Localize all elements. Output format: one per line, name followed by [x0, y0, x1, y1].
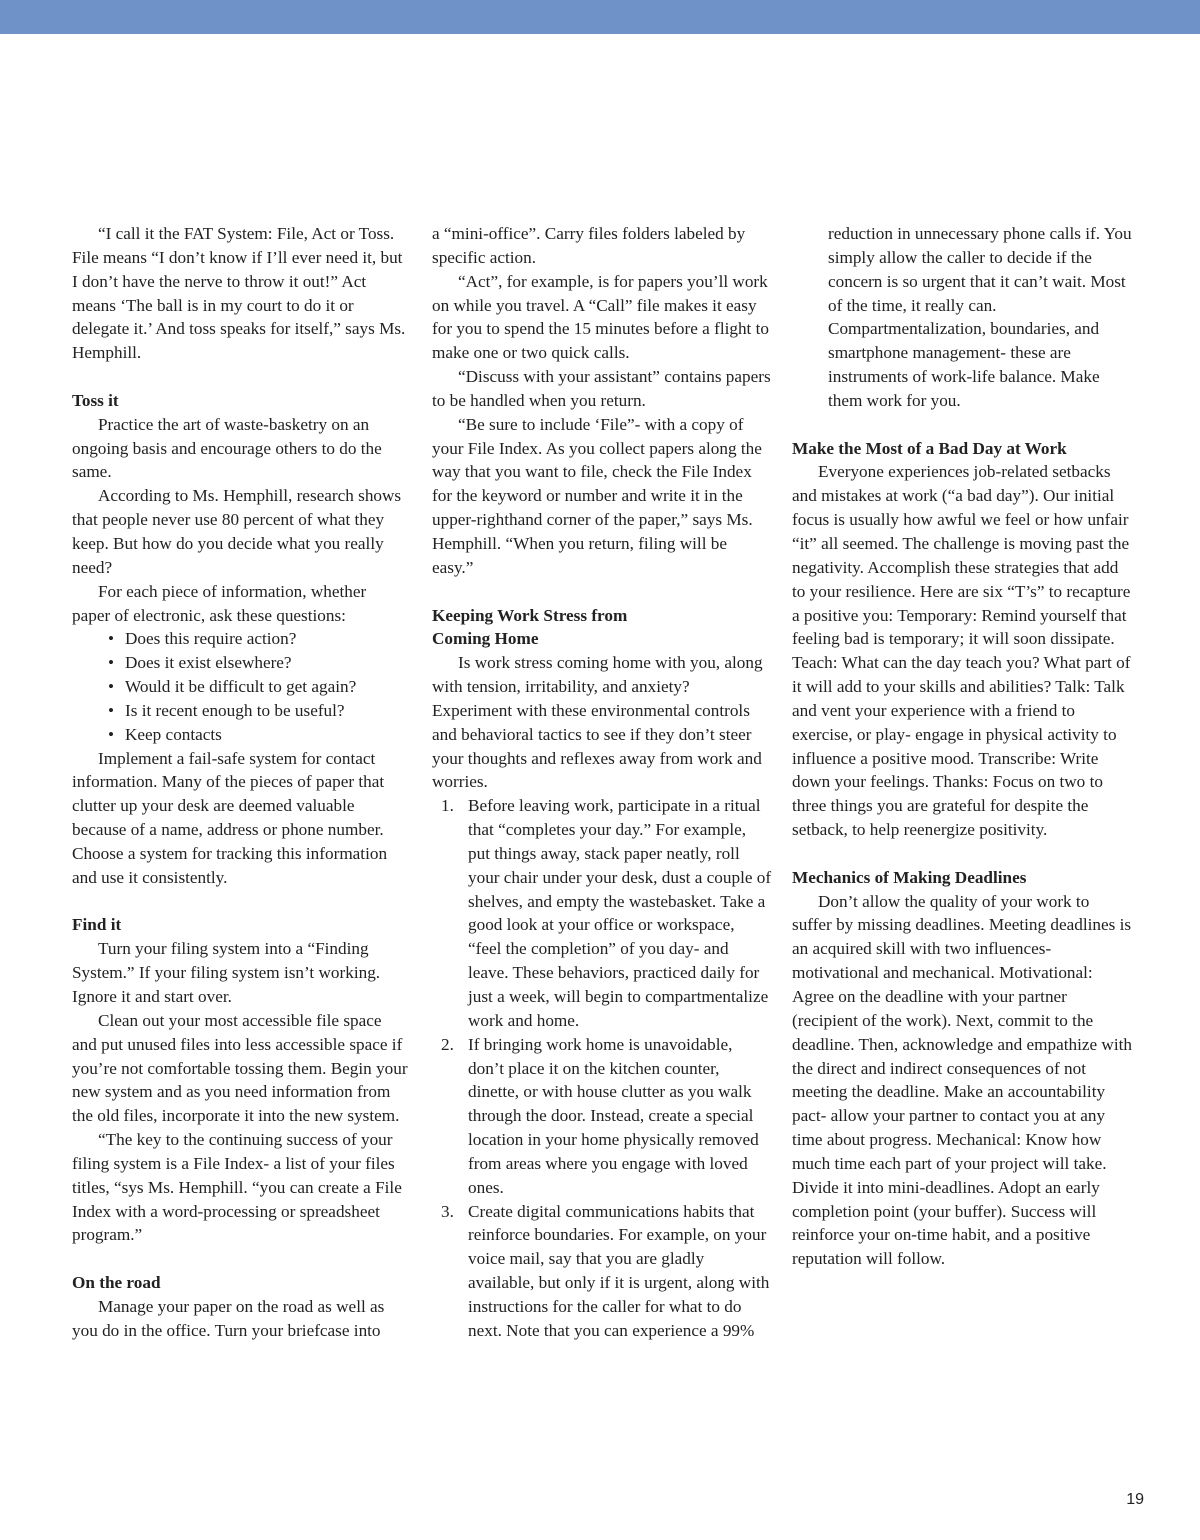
heading-line: Keeping Work Stress from: [432, 605, 628, 625]
bullet-item: • Would it be difficult to get again?: [108, 675, 408, 699]
paragraph: Clean out your most accessible file space and put unused files into less accessible space if you’re not comfortable tossing them. Begin your new system and as you need information from the old files, incorporate it into the new system.: [72, 1010, 408, 1126]
paragraph: “The key to the continuing success of your filing system is a File Index- a list of your files titles, “sys Ms. Hemphill. “you can create a File Index with a word-processing or spreadsheet program.”: [72, 1130, 402, 1245]
numbered-item: [441, 794, 772, 1032]
item-text: Before leaving work, participate in a ritual that “completes your day.” For example, put things away, stack paper neatly, roll your chair under your desk, dust a couple of shelves, and empty the wastebasket. Take a good look at your office or workspace, “feel the completion” of you day- and leave. These behaviors, practiced daily for just a week, will begin to compartmentalize work and home.: [468, 796, 772, 1030]
paragraph: “Be sure to include ‘File”- with a copy of your File Index. As you collect papers along the way that you want to file, check the File Index for the keyword or number and write it in the upper-righthand corner of the paper,” says Ms. Hemphill. “When you return, filing will be easy.”: [432, 414, 762, 577]
item-text: If bringing work home is unavoidable, don’t place it on the kitchen counter, dinette, or with house clutter as you walk through the door. Instead, create a special location in your home physically removed from areas where you engage with loved ones.: [468, 1034, 759, 1197]
section-heading-bad-day: Make the Most of a Bad Day at Work: [792, 438, 1067, 458]
numbered-item: [441, 1200, 772, 1343]
bullet-item: • Keep contacts: [108, 723, 408, 747]
section-heading-toss-it: Toss it: [72, 390, 119, 410]
column-1: [72, 222, 408, 1343]
section-heading-deadlines: Mechanics of Making Deadlines: [792, 867, 1027, 887]
paragraph: Turn your filing system into a “Finding System.” If your filing system isn’t working. Ignore it and start over.: [72, 939, 381, 1006]
paragraph: Is work stress coming home with you, along with tension, irritability, and anxiety? Experiment with these environmental controls and behavioral tactics to see if they don’t steer your thoughts and reflexes away from work and worries.: [432, 653, 763, 792]
paragraph: Manage your paper on the road as well as you do in the office. Turn your briefcase into: [72, 1296, 385, 1340]
paragraph: Practice the art of waste-basketry on an ongoing basis and encourage others to do the same.: [72, 414, 382, 482]
paragraph: “Act”, for example, is for papers you’ll work on while you travel. A “Call” file makes it easy for you to spend the 15 minutes before a flight to make one or two quick calls.: [432, 271, 769, 363]
paragraph: According to Ms. Hemphill, research shows that people never use 80 percent of what they keep. But how do you decide what you really need?: [72, 486, 402, 577]
page-number: 19: [1126, 1491, 1144, 1508]
list-item-continued: reduction in unnecessary phone calls if. You simply allow the caller to decide if the concern is so urgent that it can’t wait. Most of the time, it really can. Compartmentalization, boundaries, and smartphone management- these are instruments of work-life balance. Make them work for you.: [828, 224, 1132, 410]
paragraph: Everyone experiences job-related setbacks and mistakes at work (“a bad day”). Our initial focus is usually how awful we feel or how unfair “it” all seemed. The challenge is moving past the negativity. Accomplish these strategies that add to your resilience. Here are six “T’s” to recapture a positive you: Temporary: Remind yourself that feeling bad is temporary; it will soon dissipate. Teach: What can the day teach you? What part of it will add to your skills and abilities? Talk: Talk and vent your experience with a friend to exercise, or play- engage in physical activity to influence a positive mood. Transcribe: Write down your feelings. Thanks: Focus on two to three things you are grateful for despite the setback, to help reenergize positivity.: [792, 462, 1131, 840]
bullet-item: • Is it recent enough to be useful?: [108, 699, 408, 723]
section-heading-on-the-road: On the road: [72, 1273, 161, 1293]
item-text: Create digital communications habits that reinforce boundaries. For example, on your voice mail, say that you are gladly available, but only if it is urgent, along with instructions for the caller for what to do next. Note that you can experience a 99%: [468, 1201, 770, 1340]
paragraph: Don’t allow the quality of your work to suffer by missing deadlines. Meeting deadlines is an acquired skill with two influences- motivational and mechanical. Motivational: Agree on the deadline with your partner (recipient of the work). Next, commit to the deadline. Then, acknowledge and empathize with the direct and indirect consequences of not meeting the deadline. Make an accountability pact- allow your partner to contact you at any time about progress. Mechanical: Know how much time each part of your project will take. Divide it into mini-deadlines. Adopt an early completion point (your buffer). Success will reinforce your on-time habit, and a positive reputation will follow.: [792, 891, 1132, 1269]
column-2: [432, 222, 772, 1343]
column-3: [792, 222, 1132, 1271]
tactics-list: [432, 794, 772, 1342]
bullet-item: • Does this require action?: [108, 627, 408, 651]
numbered-item: [441, 1033, 772, 1200]
heading-line: Coming Home: [432, 629, 539, 649]
paragraph: Implement a fail-safe system for contact information. Many of the pieces of paper that clutter up your desk are deemed valuable because of a name, address or phone number. Choose a system for tracking this information and use it consistently.: [72, 748, 388, 887]
item-number: 1.: [441, 796, 454, 816]
bullet-item: • Does it exist elsewhere?: [108, 651, 408, 675]
section-heading-find-it: Find it: [72, 915, 122, 935]
paragraph: “Discuss with your assistant” contains papers to be handled when you return.: [432, 367, 771, 410]
paragraph-continued: a “mini-office”. Carry files folders labeled by specific action.: [432, 224, 746, 267]
fat-system-intro: “I call it the FAT System: File, Act or Toss. File means “I don’t know if I’ll ever need it, but I don’t have the nerve to throw it out!” Act means ‘The ball is in my court to do it or delegate it.’ And toss speaks for itself,” says Ms. Hemphill.: [72, 224, 406, 363]
header-color-bar: [0, 0, 1200, 34]
questions-list: [72, 627, 408, 746]
paragraph: For each piece of information, whether paper of electronic, ask these questions:: [72, 581, 367, 625]
item-number: 2.: [441, 1034, 454, 1054]
section-heading-work-stress: [432, 604, 772, 652]
item-number: 3.: [441, 1201, 454, 1221]
